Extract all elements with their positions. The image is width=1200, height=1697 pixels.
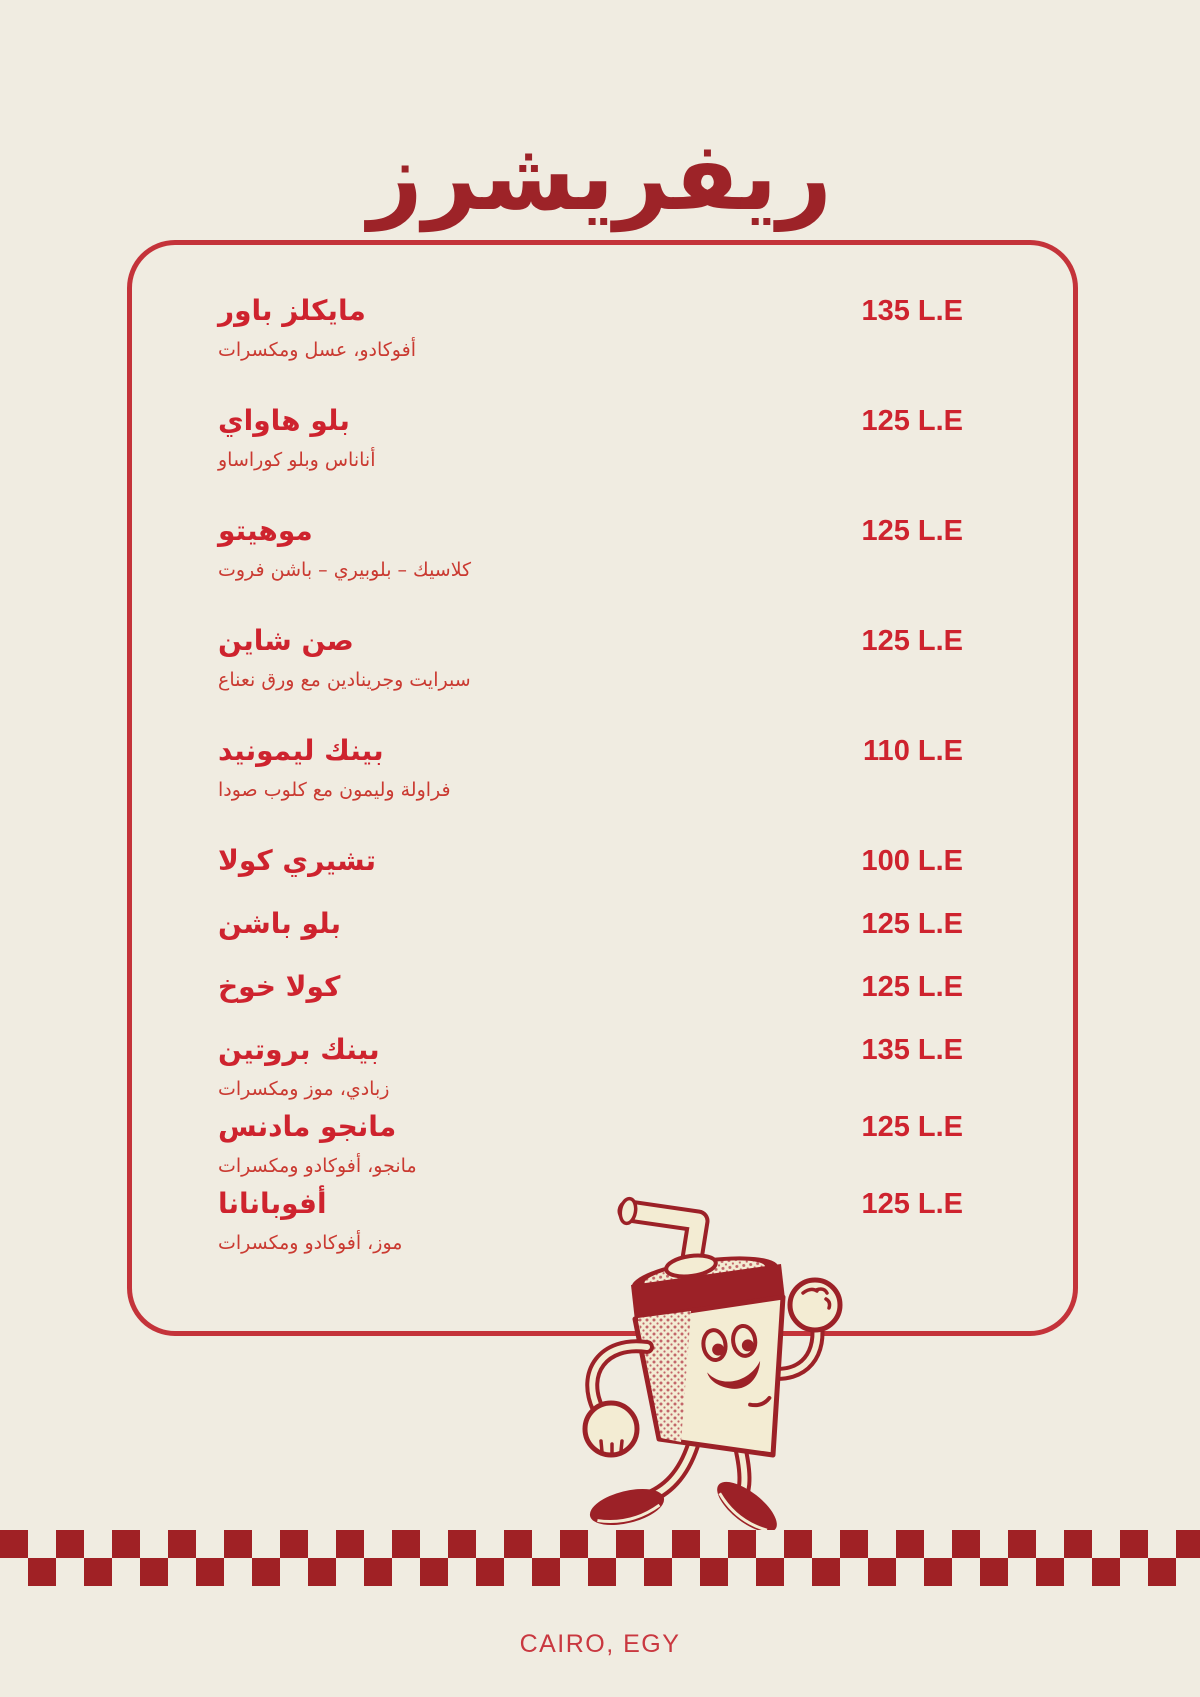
item-name: بلو باشن <box>218 907 342 940</box>
item-price: 125 L.E <box>861 515 963 547</box>
menu-item <box>218 516 963 582</box>
running-drink-cup-mascot-icon <box>505 1115 855 1535</box>
item-description: مانجو، أفوكادو ومكسرات <box>218 1155 417 1177</box>
item-name: أفوبانانا <box>218 1187 327 1220</box>
menu-item <box>218 406 963 472</box>
item-price: 125 L.E <box>861 908 963 940</box>
item-price: 125 L.E <box>861 1111 963 1143</box>
item-price: 100 L.E <box>861 845 963 877</box>
item-description: فراولة وليمون مع كلوب صودا <box>218 779 451 801</box>
menu-item <box>218 909 963 939</box>
item-name: مانجو مادنس <box>218 1110 397 1143</box>
item-description: أفوكادو، عسل ومكسرات <box>218 339 416 361</box>
item-price: 125 L.E <box>861 971 963 1003</box>
item-description: سبرايت وجرينادين مع ورق نعناع <box>218 669 471 691</box>
item-price: 125 L.E <box>861 1188 963 1220</box>
page-title: ريفريشرز <box>368 121 832 232</box>
footer-location: CAIRO, EGY <box>519 1630 681 1658</box>
menu-item <box>218 626 963 692</box>
item-name: بينك ليمونيد <box>218 734 384 767</box>
item-name: صن شاين <box>218 624 354 657</box>
item-name: موهيتو <box>218 514 313 547</box>
item-name: مايكلز باور <box>218 294 366 327</box>
item-description: زبادي، موز ومكسرات <box>218 1078 390 1100</box>
item-price: 110 L.E <box>863 735 963 767</box>
menu-item <box>218 1035 963 1101</box>
menu-item <box>218 296 963 362</box>
item-name: بلو هاواي <box>218 404 350 437</box>
item-description: موز، أفوكادو ومكسرات <box>218 1232 403 1254</box>
item-description: أناناس وبلو كوراساو <box>218 449 376 471</box>
menu-item <box>218 736 963 802</box>
item-name: بينك بروتين <box>218 1033 380 1066</box>
item-price: 135 L.E <box>861 1034 963 1066</box>
checkerboard-border <box>0 1530 1200 1586</box>
item-price: 125 L.E <box>861 405 963 437</box>
item-price: 125 L.E <box>861 625 963 657</box>
menu-item <box>218 972 963 1002</box>
item-name: تشيري كولا <box>218 844 376 877</box>
menu-item <box>218 846 963 876</box>
item-description: كلاسيك – بلوبيري – باشن فروت <box>218 559 472 581</box>
item-name: كولا خوخ <box>218 970 341 1003</box>
item-price: 135 L.E <box>861 295 963 327</box>
